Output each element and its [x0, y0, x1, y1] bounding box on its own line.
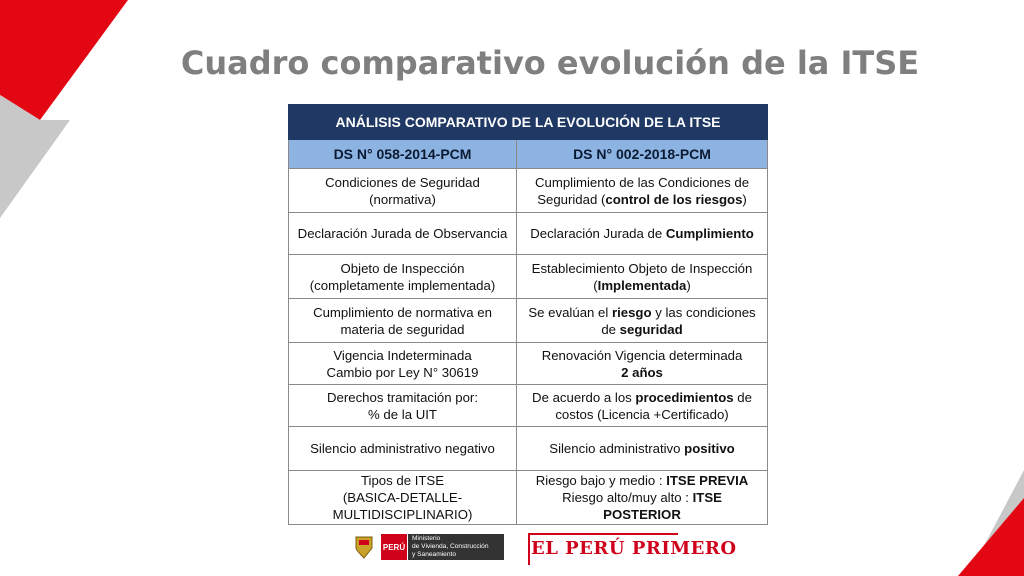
emphasis-text: ITSE PREVIA — [666, 473, 749, 488]
table-row — [289, 299, 768, 343]
table-row — [289, 343, 768, 385]
cell-text-line — [520, 506, 764, 523]
cell-text-line: (completamente implementada) — [309, 277, 496, 293]
cell-text-line: Derechos tramitación por: — [327, 389, 478, 405]
cell-ds-2014 — [289, 213, 517, 255]
cell-text-line — [520, 347, 764, 364]
cell-text: Cumplimiento de las Condiciones de — [534, 174, 750, 190]
emphasis-text: Cumplimiento — [665, 226, 754, 241]
cell-text-line: (normativa) — [369, 191, 436, 207]
column-header-2014: DS N° 058-2014-PCM — [289, 140, 517, 169]
cell-text-line: materia de seguridad — [340, 321, 465, 337]
cell-ds-2018 — [517, 255, 768, 299]
cell-ds-2014 — [289, 427, 517, 471]
cell-text: ( — [593, 277, 598, 293]
cell-text-line: Tipos de ITSE — [360, 473, 445, 488]
cell-text: ) — [686, 277, 691, 293]
cell-text-line: Cumplimiento de normativa en — [313, 304, 492, 320]
cell-text-line: MULTIDISCIPLINARIO) — [332, 507, 473, 522]
cell-text: De acuerdo a los — [532, 389, 636, 405]
cell-text-line — [520, 225, 764, 242]
emphasis-text: ITSE — [692, 490, 722, 505]
emphasis-text: procedimientos — [635, 389, 734, 405]
table-caption: ANÁLISIS COMPARATIVO DE LA EVOLUCIÓN DE LA ITSE — [289, 105, 768, 140]
emphasis-text: seguridad — [619, 321, 683, 337]
cell-text-line — [520, 321, 764, 338]
emphasis-text: positivo — [684, 441, 735, 456]
cell-text-line — [520, 174, 764, 191]
cell-text-line — [520, 440, 764, 457]
table-row — [289, 213, 768, 255]
cell-text-line: (BASICA-DETALLE- — [342, 490, 463, 505]
emphasis-text: riesgo — [611, 304, 652, 320]
peru-label: PERÚ — [382, 542, 406, 552]
cell-text-line: Objeto de Inspección — [340, 260, 465, 276]
slide-title: Cuadro comparativo evolución de la ITSE — [180, 44, 920, 82]
cell-text-line — [520, 472, 764, 489]
cell-ds-2018 — [517, 343, 768, 385]
emphasis-text: POSTERIOR — [603, 507, 681, 522]
bottom-right-decoration — [948, 470, 1024, 576]
cell-ds-2018 — [517, 213, 768, 255]
cell-ds-2018 — [517, 385, 768, 427]
table-row — [289, 427, 768, 471]
cell-text: de — [601, 321, 620, 337]
emphasis-text: control de los riesgos — [605, 191, 743, 207]
cell-text-line: Condiciones de Seguridad — [325, 174, 480, 190]
ministry-line: Ministerio — [412, 535, 441, 542]
peru-shield-logo — [381, 534, 407, 560]
cell-text-line — [520, 389, 764, 406]
cell-ds-2014 — [289, 169, 517, 213]
table-row — [289, 385, 768, 427]
ministry-line: de Vivienda, Construcción — [412, 543, 489, 550]
table-row — [289, 471, 768, 525]
emphasis-text: Implementada — [597, 277, 687, 293]
cell-ds-2018 — [517, 427, 768, 471]
cell-ds-2014 — [289, 299, 517, 343]
cell-ds-2014 — [289, 255, 517, 299]
table-row — [289, 169, 768, 213]
cell-text-line: Cambio por Ley N° 30619 — [326, 364, 479, 380]
top-left-decoration — [0, 0, 130, 230]
cell-ds-2018 — [517, 471, 768, 525]
cell-ds-2018 — [517, 299, 768, 343]
coat-of-arms-icon — [352, 534, 376, 560]
emphasis-text: 2 años — [621, 364, 663, 380]
table-body — [289, 169, 768, 525]
ministry-logo — [408, 534, 504, 560]
cell-text-line — [520, 406, 764, 423]
cell-text-line — [520, 277, 764, 294]
cell-ds-2014 — [289, 343, 517, 385]
cell-text-line — [520, 304, 764, 321]
cell-text-line — [520, 489, 764, 506]
cell-ds-2018 — [517, 169, 768, 213]
cell-ds-2014 — [289, 385, 517, 427]
column-header-2018: DS N° 002-2018-PCM — [517, 140, 768, 169]
cell-text: Se evalúan el — [528, 304, 612, 320]
cell-ds-2014 — [289, 471, 517, 525]
cell-text-line — [520, 260, 764, 277]
cell-text: Renovación Vigencia determinada — [541, 347, 743, 363]
cell-text: Seguridad ( — [537, 191, 606, 207]
cell-text: Declaración Jurada de — [530, 226, 666, 241]
cell-text: Riesgo bajo y medio : — [535, 473, 667, 488]
comparison-table — [288, 104, 768, 525]
cell-text: costos (Licencia +Certificado) — [555, 406, 729, 422]
cell-text-line: % de la UIT — [368, 406, 437, 422]
ministry-line: y Saneamiento — [412, 551, 456, 558]
cell-text-line: Declaración Jurada de Observancia — [297, 226, 508, 241]
cell-text: de — [733, 389, 752, 405]
cell-text: y las condiciones — [651, 304, 756, 320]
cell-text-line: Silencio administrativo negativo — [310, 441, 495, 456]
brand-slogan: EL PERÚ PRIMERO — [531, 538, 737, 559]
cell-text: ) — [742, 191, 747, 207]
cell-text-line: Vigencia Indeterminada — [333, 347, 472, 363]
table-row — [289, 255, 768, 299]
cell-text-line — [520, 364, 764, 381]
cell-text: Silencio administrativo — [549, 441, 685, 456]
cell-text: Establecimiento Objeto de Inspección — [531, 260, 753, 276]
cell-text-line — [520, 191, 764, 208]
cell-text: Riesgo alto/muy alto : — [562, 490, 693, 505]
